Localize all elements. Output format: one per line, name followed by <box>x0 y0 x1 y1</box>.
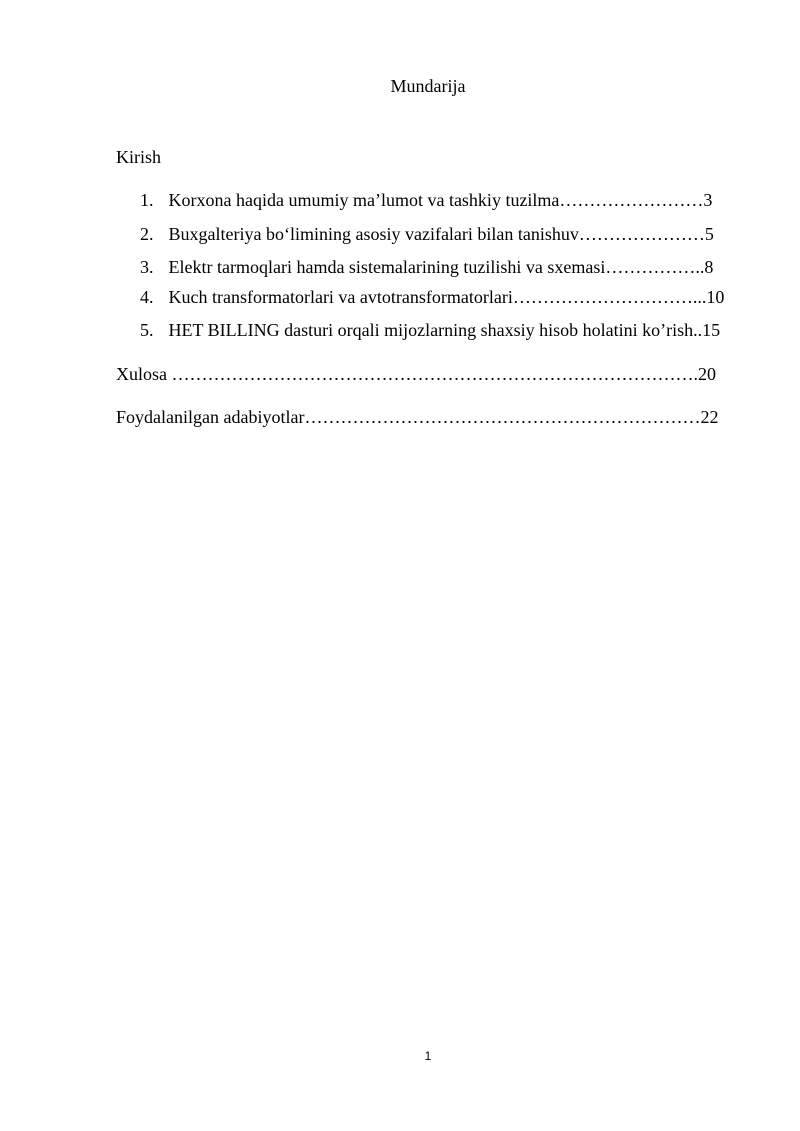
toc-item-1 <box>140 190 712 211</box>
toc-item-text: Kuch transformatorlari va avtotransformatorlari…………………………...10 <box>168 287 725 307</box>
toc-item-number: 4. <box>140 287 154 307</box>
toc-item-number: 1. <box>140 190 154 210</box>
toc-item-5 <box>140 320 720 341</box>
toc-item-2 <box>140 224 714 245</box>
toc-item-text: HET BILLING dasturi orqali mijozlarning shaxsiy hisob holatini ko’rish..15 <box>168 320 721 340</box>
page-number: 1 <box>424 1049 432 1063</box>
page-title: Mundarija <box>390 76 466 96</box>
toc-references: Foydalanilgan adabiyotlar…………………………………………………………22 <box>116 407 719 427</box>
toc-item-text: Buxgalteriya bo‘limining asosiy vazifalari bilan tanishuv…………………5 <box>168 224 714 244</box>
toc-item-number: 3. <box>140 257 154 277</box>
toc-item-text: Elektr tarmoqlari hamda sistemalarining tuzilishi va sxemasi……………..8 <box>168 257 714 277</box>
toc-intro: Kirish <box>116 147 161 167</box>
toc-item-text: Korxona haqida umumiy ma’lumot va tashkiy tuzilma……………………3 <box>168 190 713 210</box>
toc-item-3 <box>140 257 713 278</box>
toc-item-number: 2. <box>140 224 154 244</box>
toc-item-number: 5. <box>140 320 154 340</box>
toc-conclusion: Xulosa …………………………………………………………………………….20 <box>116 364 716 384</box>
toc-item-4 <box>140 287 724 308</box>
